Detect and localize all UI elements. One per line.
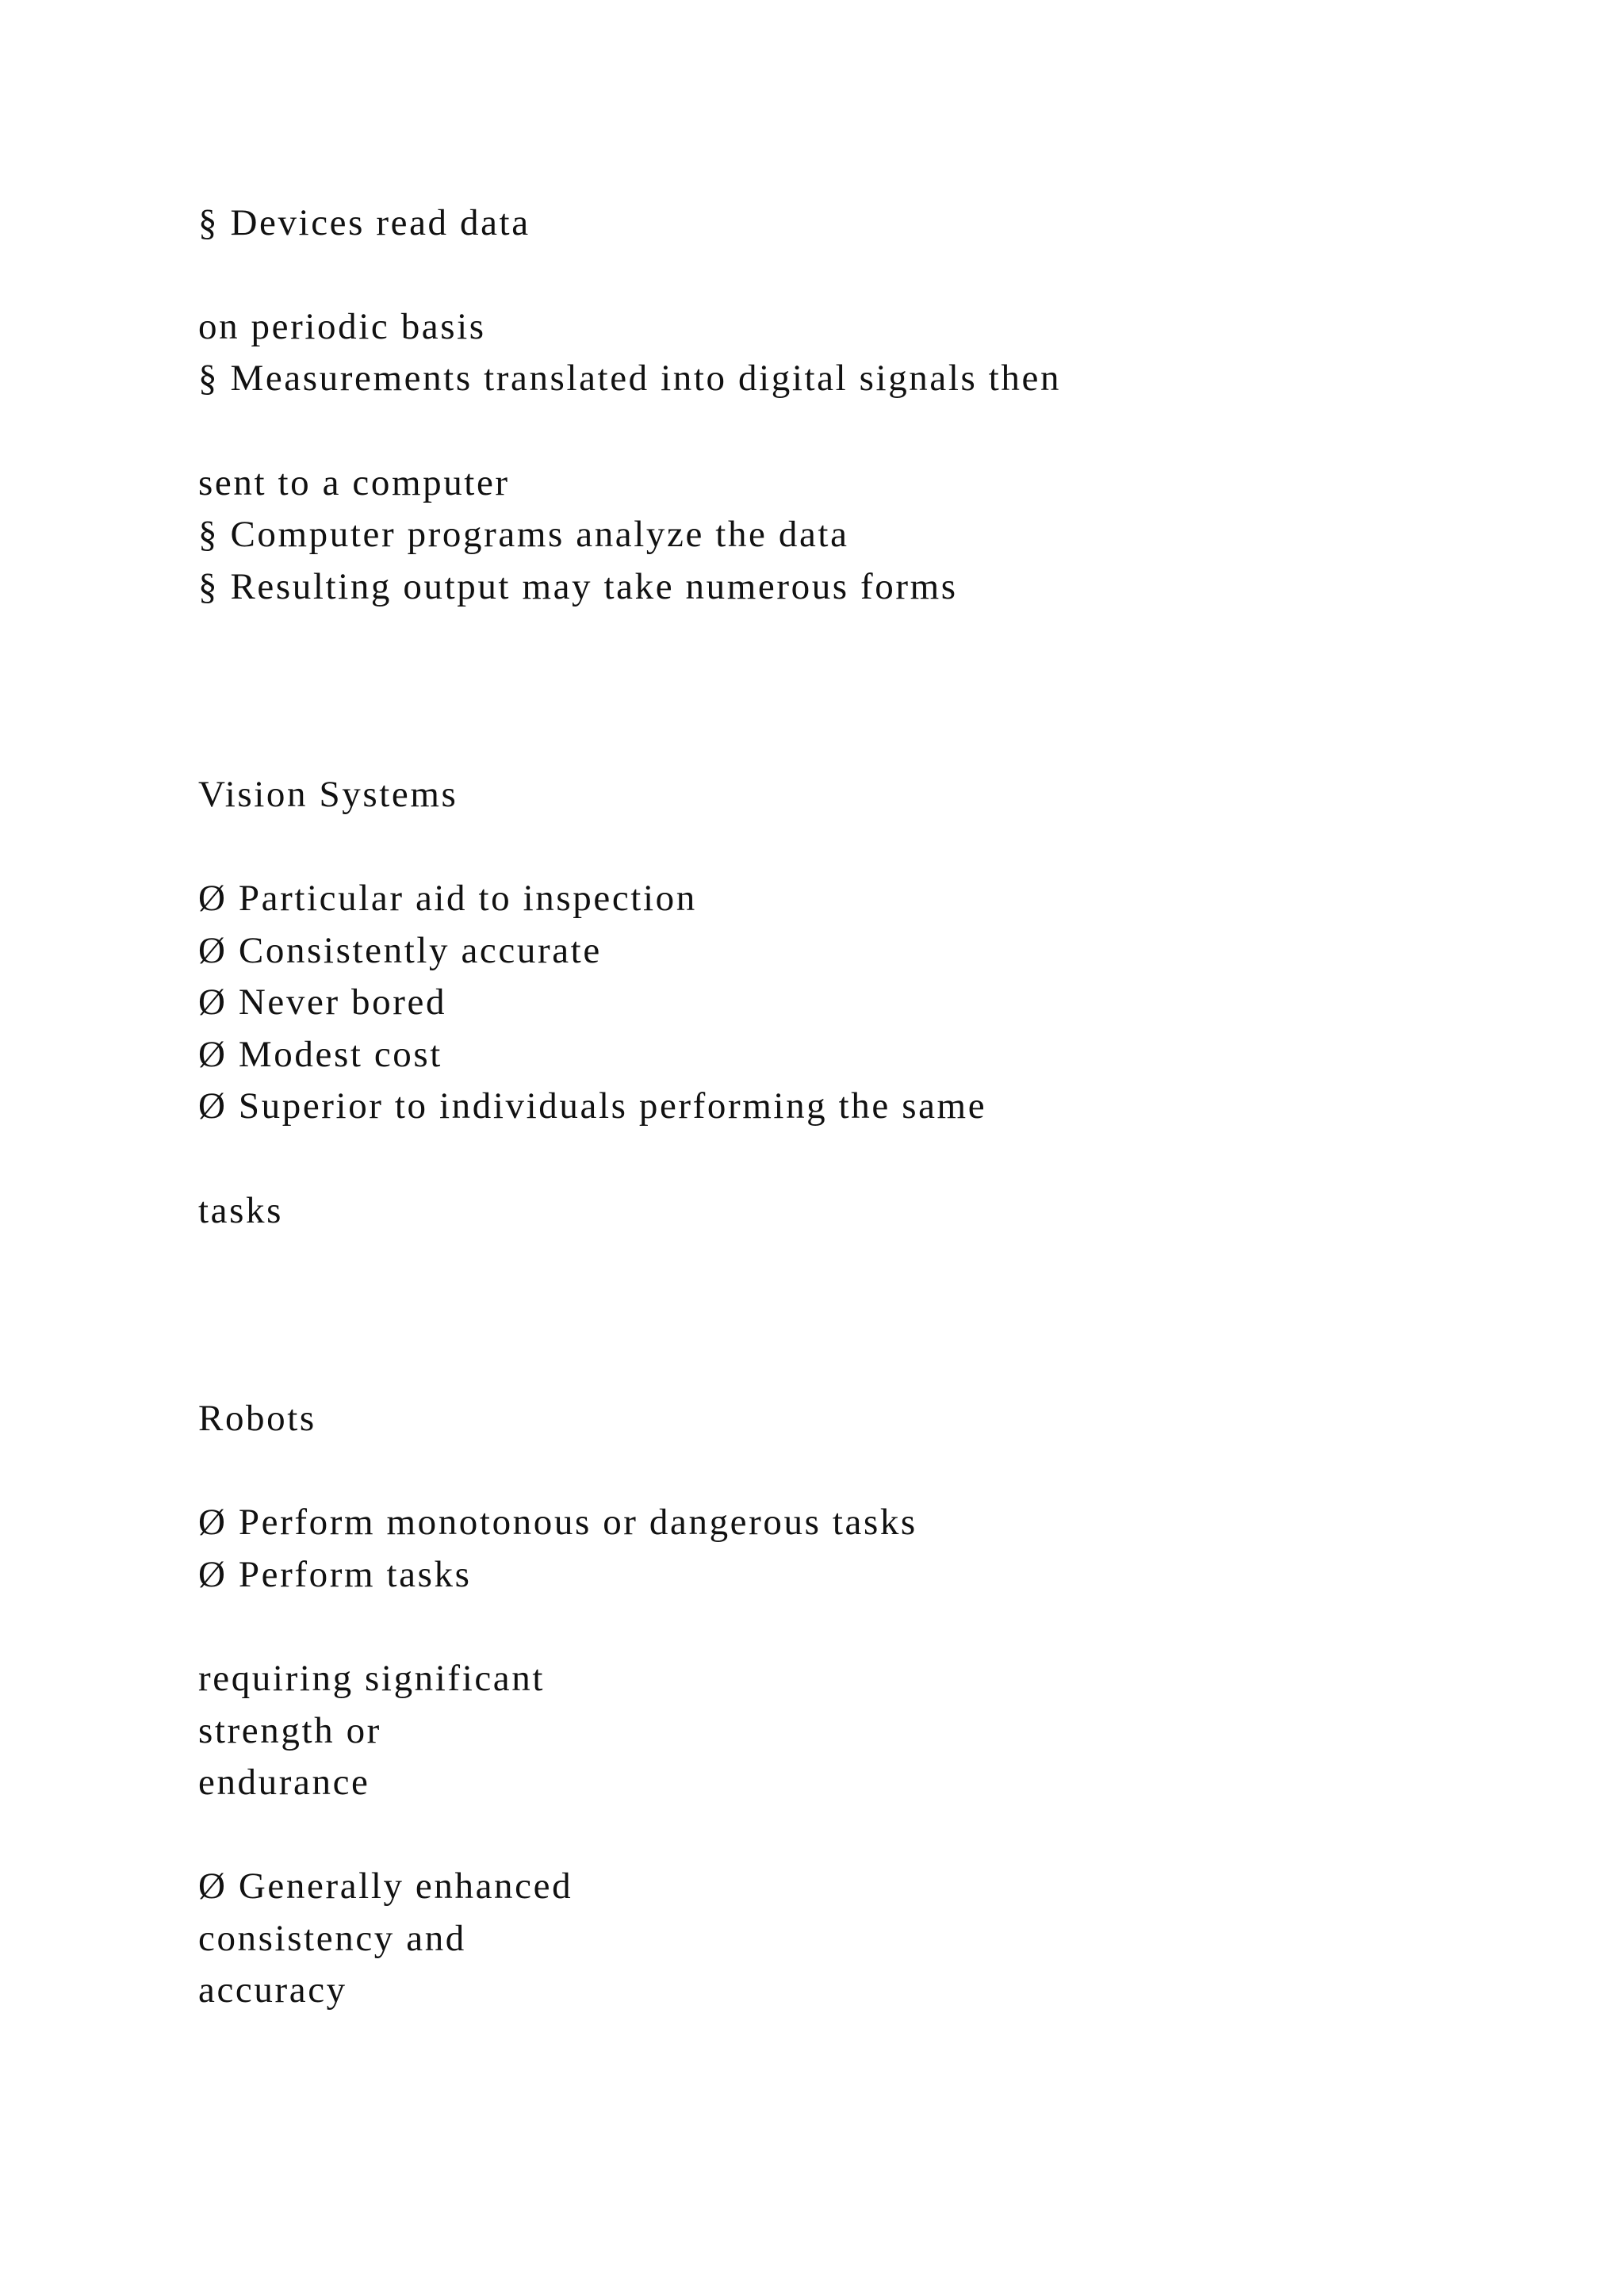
- text-line: tasks: [198, 1190, 283, 1231]
- text-line: § Measurements translated into digital signals then: [198, 358, 1062, 399]
- text-line: endurance: [198, 1762, 370, 1803]
- text-line: Ø Generally enhanced: [198, 1866, 573, 1907]
- text-line: Ø Particular aid to inspection: [198, 878, 697, 919]
- text-line: Ø Perform monotonous or dangerous tasks: [198, 1502, 917, 1543]
- text-line: § Resulting output may take numerous forms: [198, 566, 958, 607]
- text-line: accuracy: [198, 1969, 347, 2011]
- text-line: requiring significant: [198, 1658, 546, 1699]
- section-heading: Robots: [198, 1398, 316, 1439]
- section-heading: Vision Systems: [198, 774, 458, 815]
- text-line: § Computer programs analyze the data: [198, 514, 849, 555]
- text-line: § Devices read data: [198, 202, 530, 243]
- text-line: on periodic basis: [198, 306, 486, 347]
- text-line: Ø Superior to individuals performing the same: [198, 1085, 987, 1127]
- text-line: Ø Never bored: [198, 982, 447, 1023]
- text-line: Ø Modest cost: [198, 1034, 442, 1075]
- text-line: strength or: [198, 1710, 381, 1751]
- text-line: consistency and: [198, 1918, 466, 1959]
- text-line: Ø Consistently accurate: [198, 930, 602, 971]
- text-line: sent to a computer: [198, 462, 510, 503]
- text-line: Ø Perform tasks: [198, 1554, 472, 1595]
